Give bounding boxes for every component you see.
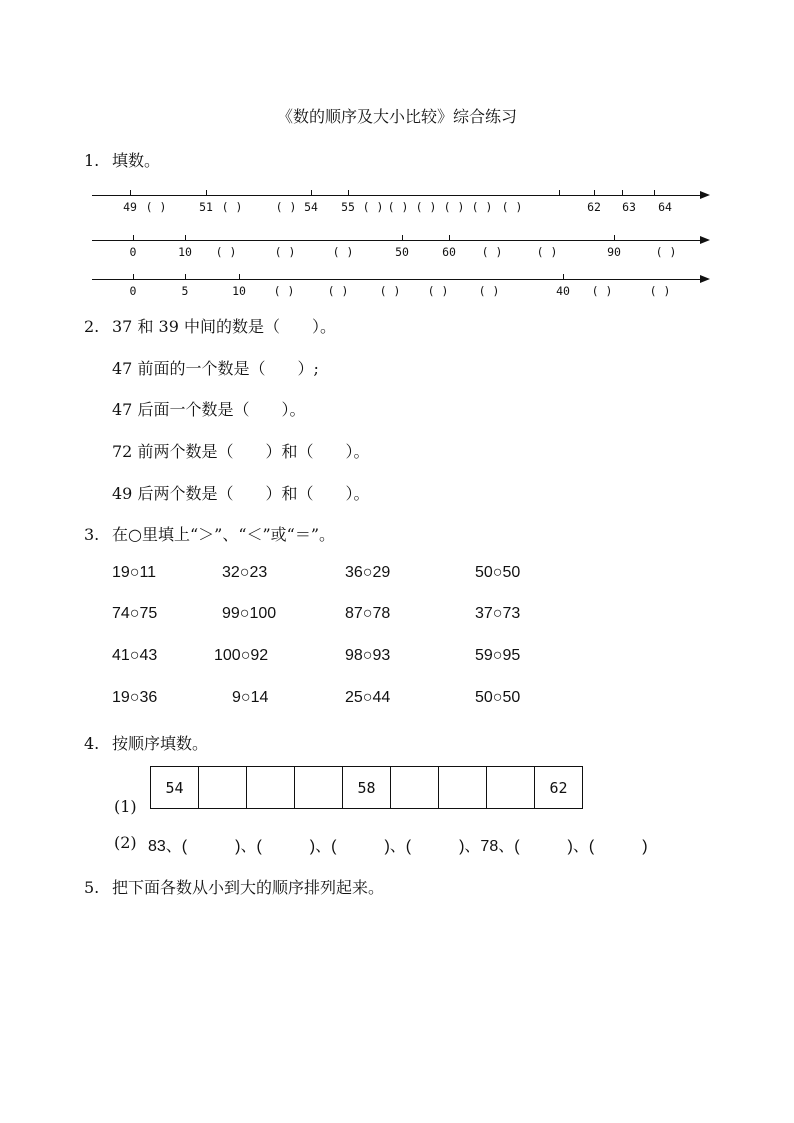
tick-mark (311, 190, 312, 196)
blank-label[interactable]: ( ) (332, 245, 354, 259)
question-text: 按顺序填数。 (112, 734, 209, 753)
question-number: 4. (84, 734, 100, 753)
tick-label: 90 (607, 245, 621, 259)
part-2-label: (2) (114, 833, 137, 852)
question-text: 在○里填上“＞”、“＜”或“＝”。 (112, 525, 336, 544)
tick-label: 10 (232, 284, 246, 298)
blank-label[interactable]: ( ) (221, 200, 243, 214)
comparison-item: 99○100 (222, 605, 277, 622)
question-1 (84, 148, 160, 171)
number-line-3 (92, 274, 712, 300)
blank-label[interactable]: ( ) (649, 284, 671, 298)
blank-label[interactable]: ( ) (501, 200, 523, 214)
question-text: 把下面各数从小到大的顺序排列起来。 (112, 878, 385, 897)
tick-label: 0 (129, 284, 137, 298)
question-4 (84, 731, 208, 754)
question-line: 37 和 39 中间的数是（ ）。 (112, 317, 336, 336)
question-5 (84, 875, 384, 898)
tick-mark (133, 274, 134, 280)
question-text: 填数。 (112, 151, 161, 170)
tick-label: 60 (442, 245, 456, 259)
blank-label[interactable]: ( ) (275, 200, 297, 214)
number-box[interactable] (247, 767, 295, 808)
comparison-item: 50○50 (475, 689, 521, 706)
comparison-item: 19○11 (112, 564, 157, 581)
comparison-item: 37○73 (475, 605, 521, 622)
arrow-right-icon (700, 191, 710, 199)
tick-mark (206, 190, 207, 196)
tick-mark (654, 190, 655, 196)
question-number: 1. (84, 151, 100, 170)
question-number: 3. (84, 525, 100, 544)
question-2 (84, 314, 336, 337)
comparison-item: 25○44 (345, 689, 391, 706)
tick-mark (130, 190, 131, 196)
axis-line (92, 195, 704, 196)
axis-line (92, 279, 704, 280)
tick-label: 50 (395, 245, 409, 259)
question-line: 72 前两个数是（ ）和（ ）。 (112, 442, 370, 461)
arrow-right-icon (700, 236, 710, 244)
comparison-item: 32○23 (222, 564, 268, 581)
blank-label[interactable]: ( ) (273, 284, 295, 298)
tick-mark (239, 274, 240, 280)
blank-label[interactable]: ( ) (481, 245, 503, 259)
tick-label: 40 (556, 284, 570, 298)
comparison-item: 9○14 (232, 689, 269, 706)
number-box[interactable] (391, 767, 439, 808)
tick-label: 49 (123, 200, 137, 214)
tick-label: 51 (199, 200, 213, 214)
axis-line (92, 240, 704, 241)
number-box-row (150, 766, 583, 809)
tick-mark (402, 235, 403, 241)
blank-label[interactable]: ( ) (215, 245, 237, 259)
number-line-1 (92, 190, 712, 216)
tick-mark (622, 190, 623, 196)
comparison-item: 87○78 (345, 605, 391, 622)
comparison-item: 41○43 (112, 647, 158, 664)
comparison-item: 98○93 (345, 647, 391, 664)
page-title: 《数的顺序及大小比较》综合练习 (276, 107, 517, 126)
tick-label: 64 (658, 200, 672, 214)
blank-label[interactable]: ( ) (655, 245, 677, 259)
tick-label: 63 (622, 200, 636, 214)
tick-mark (559, 190, 560, 196)
blank-label[interactable]: ( ) (145, 200, 167, 214)
blank-label[interactable]: ( ) (536, 245, 558, 259)
blank-label[interactable]: ( ) (274, 245, 296, 259)
tick-label: 0 (129, 245, 137, 259)
number-box[interactable] (199, 767, 247, 808)
tick-mark (594, 190, 595, 196)
question-line: 47 后面一个数是（ ）。 (112, 400, 306, 419)
number-box[interactable] (487, 767, 535, 808)
blank-label[interactable]: ( ) (415, 200, 437, 214)
number-box: 54 (151, 767, 199, 808)
blank-label[interactable]: ( ) (362, 200, 384, 214)
blank-label[interactable]: ( ) (443, 200, 465, 214)
question-number: 5. (84, 878, 100, 897)
comparison-item: 19○36 (112, 689, 158, 706)
tick-mark (185, 235, 186, 241)
comparison-item: 50○50 (475, 564, 521, 581)
question-number: 2. (84, 317, 100, 336)
arrow-right-icon (700, 275, 710, 283)
tick-mark (614, 235, 615, 241)
comparison-item: 100○92 (214, 647, 269, 664)
blank-label[interactable]: ( ) (591, 284, 613, 298)
sequence-text: 83、( )、( )、( )、( )、78、( )、( ) (148, 838, 648, 855)
tick-label: 54 (304, 200, 318, 214)
number-box: 62 (549, 778, 568, 797)
blank-label[interactable]: ( ) (471, 200, 493, 214)
comparison-item: 36○29 (345, 564, 391, 581)
tick-label: 62 (587, 200, 601, 214)
tick-label: 5 (181, 284, 189, 298)
question-3 (84, 522, 335, 545)
blank-label[interactable]: ( ) (327, 284, 349, 298)
part-1-label: (1) (114, 797, 137, 816)
blank-label[interactable]: ( ) (387, 200, 409, 214)
question-line: 47 前面的一个数是（ ）; (112, 359, 319, 378)
number-line-2 (92, 235, 712, 261)
tick-mark (348, 190, 349, 196)
comparison-item: 59○95 (475, 647, 521, 664)
blank-label[interactable]: ( ) (478, 284, 500, 298)
tick-label: 55 (341, 200, 355, 214)
tick-mark (563, 274, 564, 280)
blank-label[interactable]: ( ) (427, 284, 449, 298)
blank-label[interactable]: ( ) (379, 284, 401, 298)
tick-mark (133, 235, 134, 241)
tick-label: 10 (178, 245, 192, 259)
tick-mark (449, 235, 450, 241)
number-box[interactable] (295, 767, 343, 808)
number-box: 58 (343, 767, 391, 808)
tick-mark (185, 274, 186, 280)
question-line: 49 后两个数是（ ）和（ ）。 (112, 484, 370, 503)
number-box[interactable] (439, 767, 487, 808)
comparison-item: 74○75 (112, 605, 158, 622)
